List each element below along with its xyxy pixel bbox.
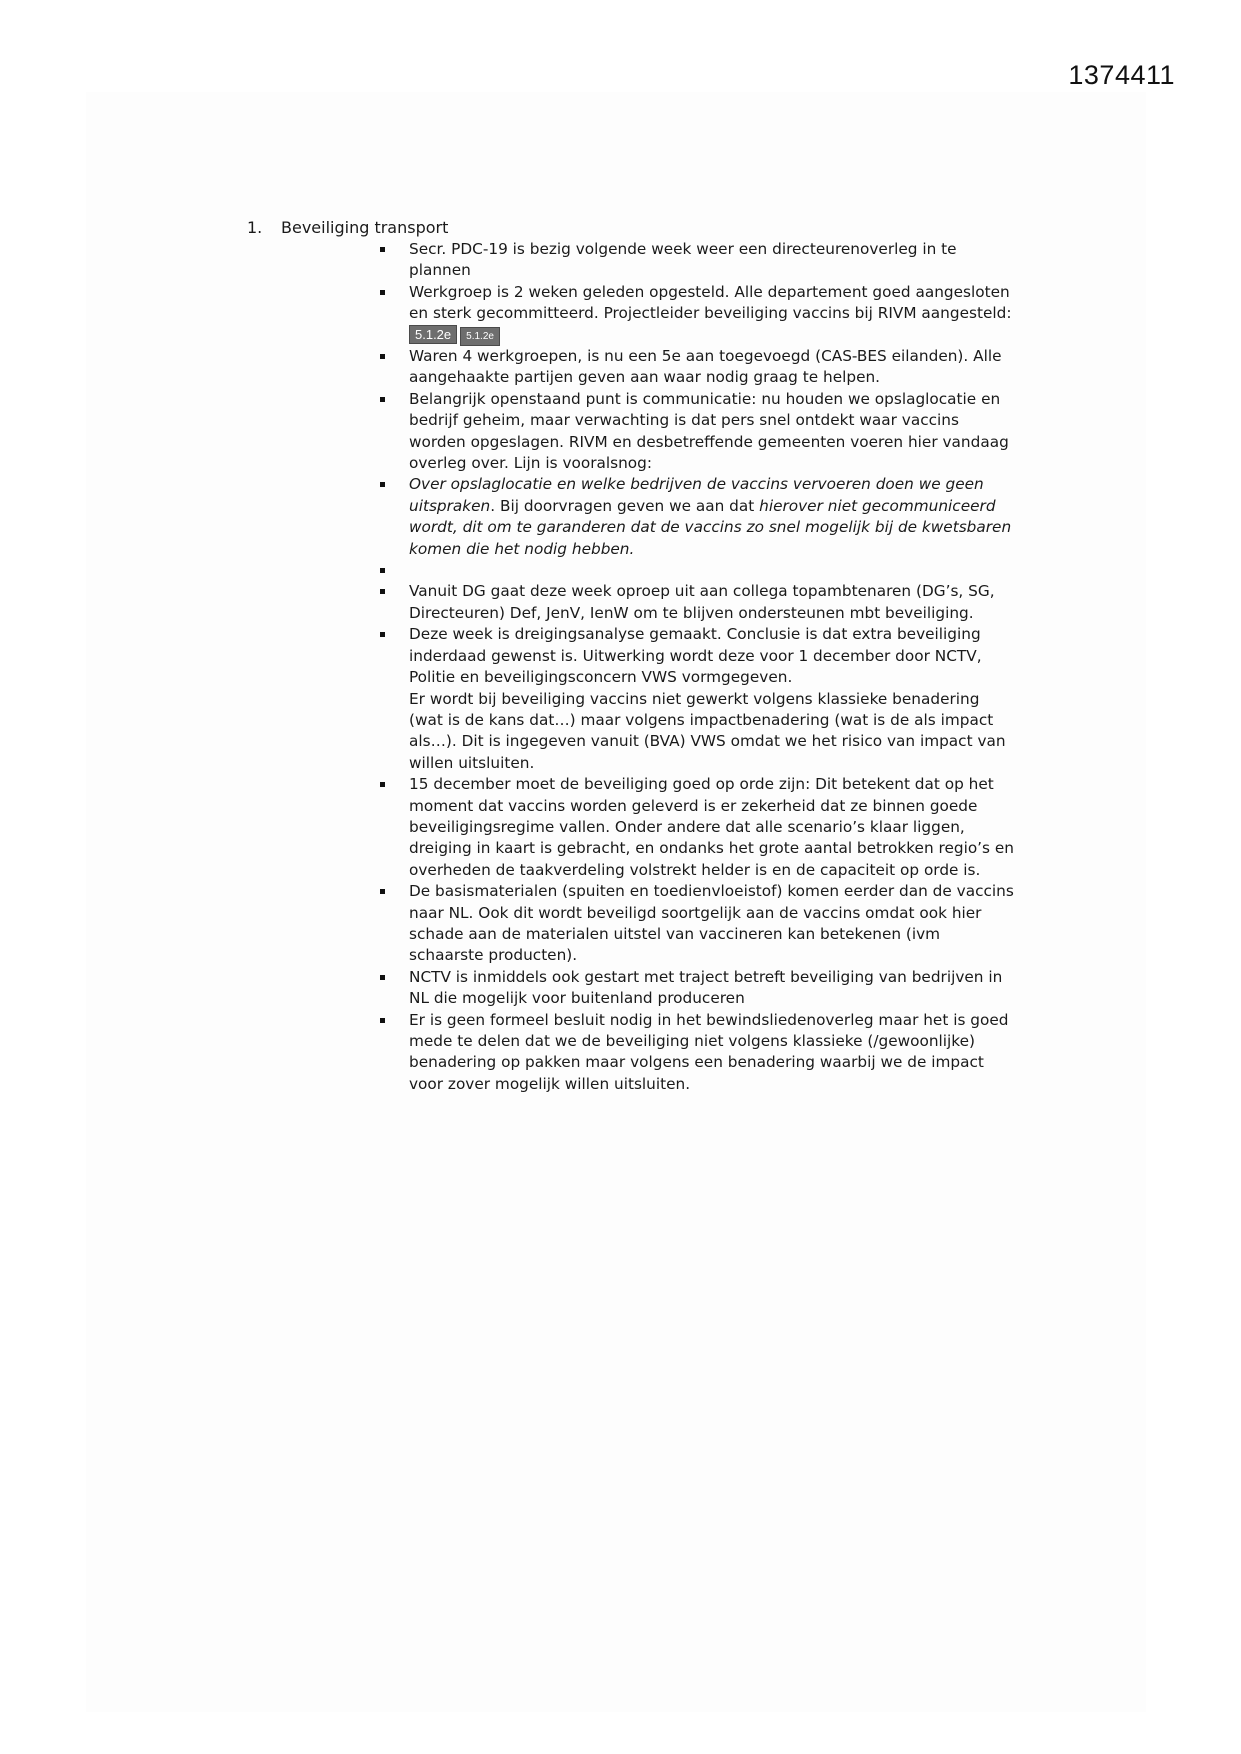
bullet-text: Werkgroep is 2 weken geleden opgesteld. Alle departement goed aangesloten en sterk gecommitteerd. Projectleider beveiliging vaccins bij RIVM aangesteld: <box>409 282 1012 323</box>
bullet-item <box>377 967 1017 1010</box>
bullet-text-italic: hierover niet gecommuniceerd wordt, dit om te garanderen dat de vaccins zo snel mogelijk bij de kwetsbaren komen die het nodig hebben. <box>409 496 1012 558</box>
bullet-item <box>377 581 1017 624</box>
redaction-box: 5.1.2e <box>409 325 457 344</box>
bullet-text: De basismaterialen (spuiten en toedienvloeistof) komen eerder dan de vaccins naar NL. Ook dit wordt beveiligd soortgelijk aan de vaccins omdat ook hier schade aan de materialen uitstel van vaccineren kan betekenen (ivm schaarste producten). <box>409 882 1014 965</box>
bullet-item <box>377 1010 1017 1096</box>
bullet-item <box>377 774 1017 881</box>
bullet-item <box>377 624 1017 774</box>
section-title: Beveiliging transport <box>281 218 449 237</box>
bullet-item <box>377 881 1017 967</box>
bullet-item <box>377 239 1017 282</box>
bullet-text: Waren 4 werkgroepen, is nu een 5e aan toegevoegd (CAS-BES eilanden). Alle aangehaakte partijen geven aan waar nodig graag te helpen. <box>409 347 1002 387</box>
section-number: 1. <box>247 218 263 237</box>
bullet-text: Vanuit DG gaat deze week oproep uit aan collega topambtenaren (DG’s, SG, Directeuren) Def, JenV, IenW om te blijven ondersteunen mbt beveiliging. <box>409 582 995 622</box>
bullet-item-empty <box>377 560 1017 581</box>
bullet-item <box>377 282 1017 346</box>
bullet-text: 15 december moet de beveiliging goed op orde zijn: Dit betekent dat op het moment dat vaccins worden geleverd is er zekerheid dat ze binnen goede beveiligingsregime vallen. Onder andere dat alle scenario’s klaar liggen, dreiging in kaart is gebracht, en ondanks het grote aantal betrokken regio’s en overheden de taakverdeling volstrekt helder is en de capaciteit op orde is. <box>409 775 1014 879</box>
bullet-text: Er is geen formeel besluit nodig in het bewindsliedenoverleg maar het is goed mede te delen dat we de beveiliging niet volgens klassieke (/gewoonlijke) benadering op pakken maar volgens een benadering waarbij we de impact voor zover mogelijk willen uitsluiten. <box>409 1010 1009 1093</box>
document-number: 1374411 <box>1068 60 1175 90</box>
bullet-text: Deze week is dreigingsanalyse gemaakt. Conclusie is dat extra beveiliging inderdaad gewenst is. Uitwerking wordt deze voor 1 december door NCTV, Politie en beveiligingsconcern VWS vormgegeven. <box>409 625 982 687</box>
bullet-item <box>377 346 1017 389</box>
redaction-box: 5.1.2e <box>460 327 500 346</box>
section-heading <box>247 217 1037 239</box>
bullet-text: Belangrijk openstaand punt is communicatie: nu houden we opslaglocatie en bedrijf geheim, maar verwachting is dat pers snel ontdekt waar vaccins worden opgeslagen. RIVM en desbetreffende gemeenten voeren hier vandaag overleg over. Lijn is vooralsnog: <box>409 389 1009 473</box>
bullet-text-continued: Er wordt bij beveiliging vaccins niet gewerkt volgens klassieke benadering (wat is de kans dat…) maar volgens impactbenadering (wat is de als impact als…). Dit is ingegeven vanuit (BVA) VWS omdat we het risico van impact van willen uitsluiten. <box>409 689 1006 772</box>
bullet-text: . Bij doorvragen geven we aan dat <box>490 496 760 515</box>
bullet-list <box>377 239 1017 1095</box>
bullet-text: NCTV is inmiddels ook gestart met traject betreft beveiliging van bedrijven in NL die mogelijk voor buitenland produceren <box>409 967 1003 1008</box>
bullet-text: Secr. PDC-19 is bezig volgende week weer een directeurenoverleg in te plannen <box>409 240 957 280</box>
bullet-item <box>377 389 1017 475</box>
bullet-item <box>377 474 1017 560</box>
section-beveiliging-transport <box>247 217 1037 1095</box>
bullet-text-italic: Over opslaglocatie en welke bedrijven de vaccins vervoeren doen we geen uitspraken <box>409 475 984 515</box>
